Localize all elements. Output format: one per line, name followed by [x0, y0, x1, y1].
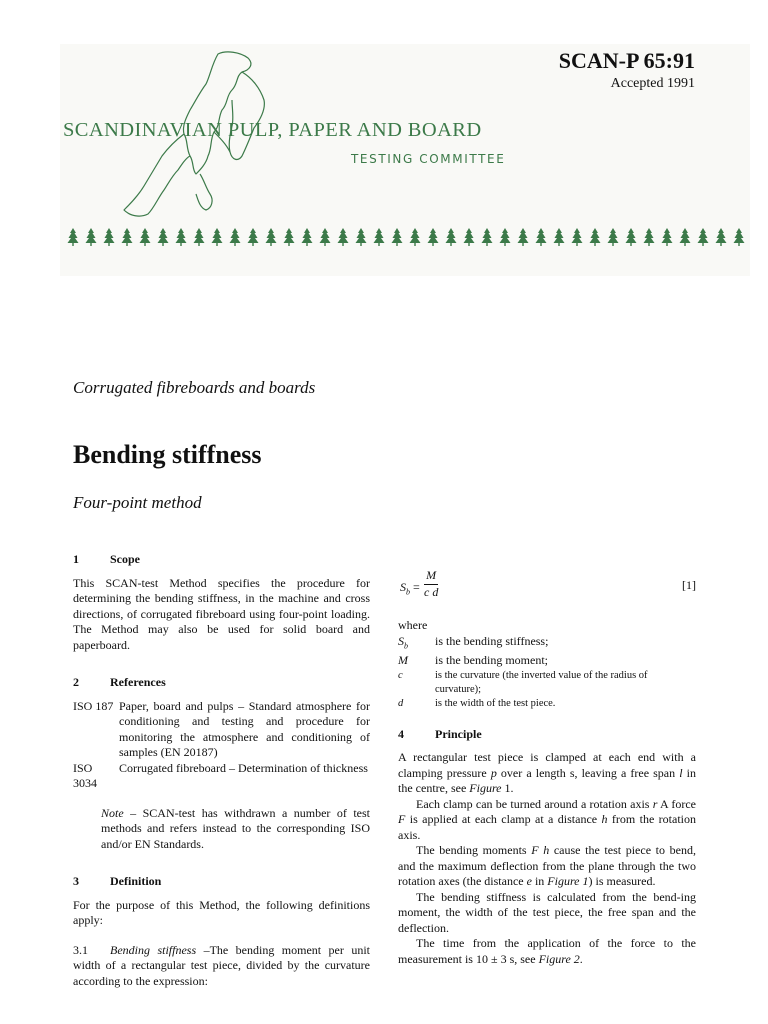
principle-paragraph: The time from the application of the force to the measurement is 10 ± 3 s, see Figure 2. [398, 936, 696, 966]
definition-number: 3.1 [73, 942, 88, 957]
tree-icon [698, 228, 709, 246]
reference-code: ISO 3034 [73, 760, 97, 790]
where-text: is the bending stiffness; [435, 633, 549, 648]
document-method: Four-point method [73, 493, 202, 512]
tree-icon [86, 228, 97, 246]
formula-reference: [1] [682, 578, 696, 592]
formula-block [398, 566, 696, 606]
tree-icon [302, 228, 313, 246]
tree-icon [716, 228, 727, 246]
tree-icon [194, 228, 205, 246]
standard-code: SCAN-P 65:91 [558, 48, 695, 73]
tree-icon [428, 228, 439, 246]
tree-icon [230, 228, 241, 246]
tree-icon [482, 228, 493, 246]
tree-icon [662, 228, 673, 246]
tree-icon [176, 228, 187, 246]
tree-row-icon [64, 226, 748, 246]
formula-denominator: c d [424, 584, 439, 599]
tree-icon [248, 228, 259, 246]
tree-icon [608, 228, 619, 246]
tree-icon [374, 228, 385, 246]
tree-icon [446, 228, 457, 246]
tree-icon [626, 228, 637, 246]
formula-numerator: M [424, 568, 438, 585]
tree-icon [320, 228, 331, 246]
org-name: SCANDINAVIAN PULP, PAPER AND BOARD [63, 119, 482, 141]
section-title: Definition [110, 874, 162, 888]
where-text: is the curvature (the inverted value of the radius of curvature); [435, 669, 648, 695]
tree-icon [266, 228, 277, 246]
section-heading-definition [73, 874, 370, 890]
tree-icon [356, 228, 367, 246]
section-heading-principle [398, 727, 696, 743]
tree-icon [68, 228, 79, 246]
tree-icon [572, 228, 583, 246]
tree-icon [644, 228, 655, 246]
definition-item [73, 943, 370, 990]
section-number: 4 [398, 726, 404, 741]
scope-text: This SCAN-test Method specifies the procedure for determining the bending stiffness, in the machine and cross directions, of corrugated fibreboard using four-point loading. The Method may also be used for solid board and paperboard. [73, 575, 370, 652]
where-item: d is the width of the test piece. [398, 697, 696, 711]
tree-icon [554, 228, 565, 246]
reference-item [73, 699, 370, 761]
tree-icon [734, 228, 745, 246]
tree-icon [212, 228, 223, 246]
tree-icon [104, 228, 115, 246]
tree-icon [158, 228, 169, 246]
note-label: Note [101, 805, 124, 820]
principle-paragraph: Each clamp can be turned around a rotation axis r A force F is applied at each clamp at a distance h from the rotation axis. [398, 796, 696, 842]
section-number: 2 [73, 675, 79, 689]
right-column [398, 566, 696, 967]
principle-paragraph: A rectangular test piece is clamped at each end with a clamping pressure p over a length s, leaving a free span l in the centre, see Figure 1. [398, 750, 697, 796]
tree-icon [284, 228, 295, 246]
reference-text: Paper, board and pulps – Standard atmosphere for conditioning and testing and procedure for monitoring the atmosphere and conditioning of samples (EN 20187) [119, 698, 370, 759]
left-column [73, 552, 370, 989]
definition-text: –The bending moment per unit width of a rectangular test piece, divided by the curvature according to the expression: [73, 942, 370, 988]
principle-paragraph: The bending moments F h cause the test piece to bend, and the maximum deflection from the plane through the two rotation axes (the distance e in Figure 1) is measured. [398, 843, 696, 889]
section-number: 3 [73, 874, 79, 888]
reference-item [73, 761, 370, 792]
section-title: Principle [435, 726, 482, 741]
references-note [73, 806, 370, 853]
document-title: Bending stiffness [73, 440, 262, 469]
tree-icon [140, 228, 151, 246]
tree-icon [392, 228, 403, 246]
tree-icon [122, 228, 133, 246]
section-heading-references [73, 675, 370, 691]
section-heading-scope [73, 552, 370, 568]
definition-term: Bending stiffness [110, 942, 197, 957]
tree-icon [680, 228, 691, 246]
section-title: Scope [110, 552, 140, 566]
tree-icon [338, 228, 349, 246]
tree-icon [410, 228, 421, 246]
where-label: where [398, 618, 428, 632]
reference-text: Corrugated fibreboard – Determination of thickness [119, 760, 368, 775]
section-title: References [110, 675, 166, 689]
principle-paragraph: The bending stiffness is calculated from the bend-ing moment, the width of the test piece, the free span and the deflection. [398, 889, 696, 935]
formula-fraction [424, 568, 438, 600]
accepted-year: Accepted 1991 [610, 76, 695, 91]
definition-intro: For the purpose of this Method, the following definitions apply: [73, 897, 370, 927]
document-subject: Corrugated fibreboards and boards [73, 378, 316, 397]
section-number: 1 [73, 552, 79, 566]
where-item: M is the bending moment; [398, 653, 696, 669]
tree-icon [464, 228, 475, 246]
tree-icon [536, 228, 547, 246]
reference-code: ISO 187 [73, 698, 114, 713]
where-text: is the width of the test piece. [435, 697, 556, 709]
where-item: $S_b$ is the bending stiffness; [398, 634, 696, 654]
where-text: is the bending moment; [435, 653, 548, 668]
formula-lhs: $S_b$ = [400, 580, 420, 597]
tree-icon [518, 228, 529, 246]
note-text: – SCAN-test has withdrawn a number of test methods and refers instead to the corresponding ISO and/or EN Standards. [101, 805, 370, 851]
where-item: c is the curvature (the inverted value of the radius of curvature); [398, 669, 696, 697]
tree-icon [500, 228, 511, 246]
tree-icon [590, 228, 601, 246]
org-subtitle: TESTING COMMITTEE [351, 152, 506, 166]
